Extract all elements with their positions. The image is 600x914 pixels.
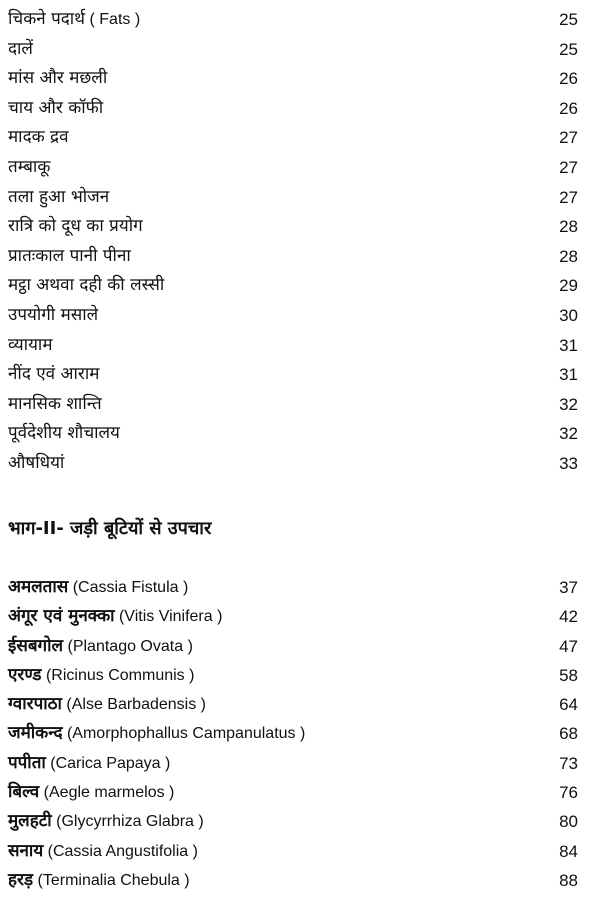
toc-entry xyxy=(8,154,600,184)
toc-entry xyxy=(8,720,600,749)
entry-title-hindi: औषधियां xyxy=(8,452,65,473)
page-number: 47 xyxy=(559,636,578,656)
toc-entry xyxy=(8,450,600,480)
entry-title xyxy=(8,693,206,716)
entry-title-hindi: पपीता xyxy=(8,752,46,773)
page-number: 68 xyxy=(559,724,578,744)
entry-title xyxy=(8,752,170,775)
entry-title xyxy=(8,186,109,208)
page-number: 29 xyxy=(559,276,578,296)
entry-title-english: (Amorphophallus Campanulatus ) xyxy=(62,725,306,743)
entry-title-hindi: बिल्व xyxy=(8,782,40,803)
entry-title-english: (Aegle marmelos ) xyxy=(39,784,175,802)
page-number: 88 xyxy=(559,870,578,890)
entry-title xyxy=(8,664,194,687)
entry-title xyxy=(8,156,50,178)
page-number: 31 xyxy=(559,365,578,385)
toc-entry xyxy=(8,391,600,421)
entry-title-hindi: पूर्वदेशीय शौचालय xyxy=(8,423,120,444)
section-heading: भाग-II- जड़ी बूटियों से उपचार xyxy=(8,518,212,539)
entry-title xyxy=(8,215,143,237)
toc-entry xyxy=(8,867,600,896)
entry-title xyxy=(8,97,103,119)
entry-title xyxy=(8,635,193,658)
entry-title-hindi: ग्वारपाठा xyxy=(8,694,62,715)
page-number: 33 xyxy=(559,453,578,473)
page-number: 37 xyxy=(559,578,578,597)
toc-entry xyxy=(8,603,600,632)
entry-title-english: ( Fats ) xyxy=(85,11,141,28)
toc-entry xyxy=(8,574,600,603)
entry-title-hindi: प्रातःकाल पानी पीना xyxy=(8,245,131,266)
page-number: 25 xyxy=(559,10,578,29)
toc-entry xyxy=(8,420,600,450)
entry-title-hindi: अंगूर एवं मुनक्का xyxy=(8,606,115,627)
entry-title xyxy=(8,576,188,599)
entry-title-english: (Terminalia Chebula ) xyxy=(33,871,190,889)
entry-title-hindi: नींद एवं आराम xyxy=(8,364,100,385)
entry-title xyxy=(8,334,53,356)
entry-title-hindi: चाय और कॉफी xyxy=(8,97,104,118)
entry-title xyxy=(8,452,64,474)
toc-entry xyxy=(8,184,600,214)
entry-title-hindi: उपयोगी मसाले xyxy=(8,304,99,325)
page-number: 31 xyxy=(559,335,578,355)
page-number: 80 xyxy=(559,812,578,832)
entry-title xyxy=(8,605,222,628)
entry-title-hindi: मट्ठा अथवा दही की लस्सी xyxy=(8,275,165,296)
page-number: 42 xyxy=(559,607,578,627)
entry-title xyxy=(8,722,305,745)
entry-title xyxy=(8,393,102,415)
entry-title xyxy=(8,810,204,833)
entry-title-english: (Plantago Ovata ) xyxy=(63,637,193,655)
page-number: 28 xyxy=(559,217,578,237)
page-number: 25 xyxy=(559,39,578,59)
entry-title xyxy=(8,869,190,892)
toc-entry xyxy=(8,65,600,95)
entry-title xyxy=(8,304,98,326)
entry-title xyxy=(8,840,198,863)
entry-title-english: (Cassia Angustifolia ) xyxy=(43,842,198,860)
toc-entry xyxy=(8,808,600,837)
entry-title xyxy=(8,274,164,296)
entry-title-hindi: एरण्ड xyxy=(8,664,42,685)
toc-entry xyxy=(8,243,600,273)
entry-title-english: (Vitis Vinifera ) xyxy=(114,608,223,626)
entry-title-english: (Cassia Fistula ) xyxy=(68,579,189,596)
entry-title-hindi: जमीकन्द xyxy=(8,723,63,744)
entry-title-hindi: रात्रि को दूध का प्रयोग xyxy=(8,216,143,237)
toc-entry xyxy=(8,633,600,662)
contents-list-part-2 xyxy=(8,574,600,896)
page-number: 26 xyxy=(559,98,578,118)
toc-entry xyxy=(8,124,600,154)
toc-entry xyxy=(8,779,600,808)
entry-title-hindi: ईसबगोल xyxy=(8,635,64,656)
entry-title xyxy=(8,126,69,148)
page-number: 27 xyxy=(559,157,578,177)
toc-entry xyxy=(8,691,600,720)
entry-title-english: (Ricinus Communis ) xyxy=(41,666,195,684)
entry-title-hindi: सनाय xyxy=(8,840,44,861)
entry-title-hindi: मानसिक शान्ति xyxy=(8,393,102,414)
entry-title-english: (Alse Barbadensis ) xyxy=(61,696,206,714)
page-number: 64 xyxy=(559,695,578,715)
entry-title-hindi: मुलहटी xyxy=(8,811,52,832)
page-number: 73 xyxy=(559,753,578,773)
page-number: 27 xyxy=(559,187,578,207)
entry-title xyxy=(8,8,140,31)
entry-title xyxy=(8,67,107,89)
entry-title-hindi: तम्बाकू xyxy=(8,156,51,177)
entry-title-hindi: अमलतास xyxy=(8,577,69,597)
page-number: 27 xyxy=(559,128,578,148)
toc-entry xyxy=(8,750,600,779)
toc-entry xyxy=(8,213,600,243)
entry-title-hindi: व्यायाम xyxy=(8,334,53,355)
entry-title xyxy=(8,781,174,804)
toc-entry xyxy=(8,332,600,362)
page-number: 26 xyxy=(559,69,578,89)
page-number: 30 xyxy=(559,305,578,325)
entry-title xyxy=(8,38,33,60)
toc-entry xyxy=(8,662,600,691)
entry-title-english: (Carica Papaya ) xyxy=(45,754,171,772)
toc-entry xyxy=(8,36,600,66)
entry-title xyxy=(8,422,120,444)
entry-title-hindi: मांस और मछली xyxy=(8,68,108,89)
entry-title-hindi: मादक द्रव xyxy=(8,127,69,148)
page-number: 32 xyxy=(559,424,578,444)
entry-title-hindi: हरड़ xyxy=(8,869,34,890)
entry-title-hindi: चिकने पदार्थ xyxy=(8,9,86,29)
entry-title-hindi: दालें xyxy=(8,38,33,59)
page-number: 28 xyxy=(559,246,578,266)
page-number: 32 xyxy=(559,394,578,414)
toc-entry xyxy=(8,838,600,867)
toc-entry xyxy=(8,302,600,332)
page-number: 58 xyxy=(559,665,578,685)
entry-title xyxy=(8,363,99,385)
toc-entry xyxy=(8,95,600,125)
page-number: 84 xyxy=(559,841,578,861)
toc-entry xyxy=(8,272,600,302)
contents-list-part-1 xyxy=(8,6,600,480)
entry-title-hindi: तला हुआ भोजन xyxy=(8,186,110,207)
entry-title-english: (Glycyrrhiza Glabra ) xyxy=(51,813,204,831)
toc-entry xyxy=(8,361,600,391)
entry-title xyxy=(8,245,131,267)
page-number: 76 xyxy=(559,783,578,803)
toc-entry xyxy=(8,6,600,36)
